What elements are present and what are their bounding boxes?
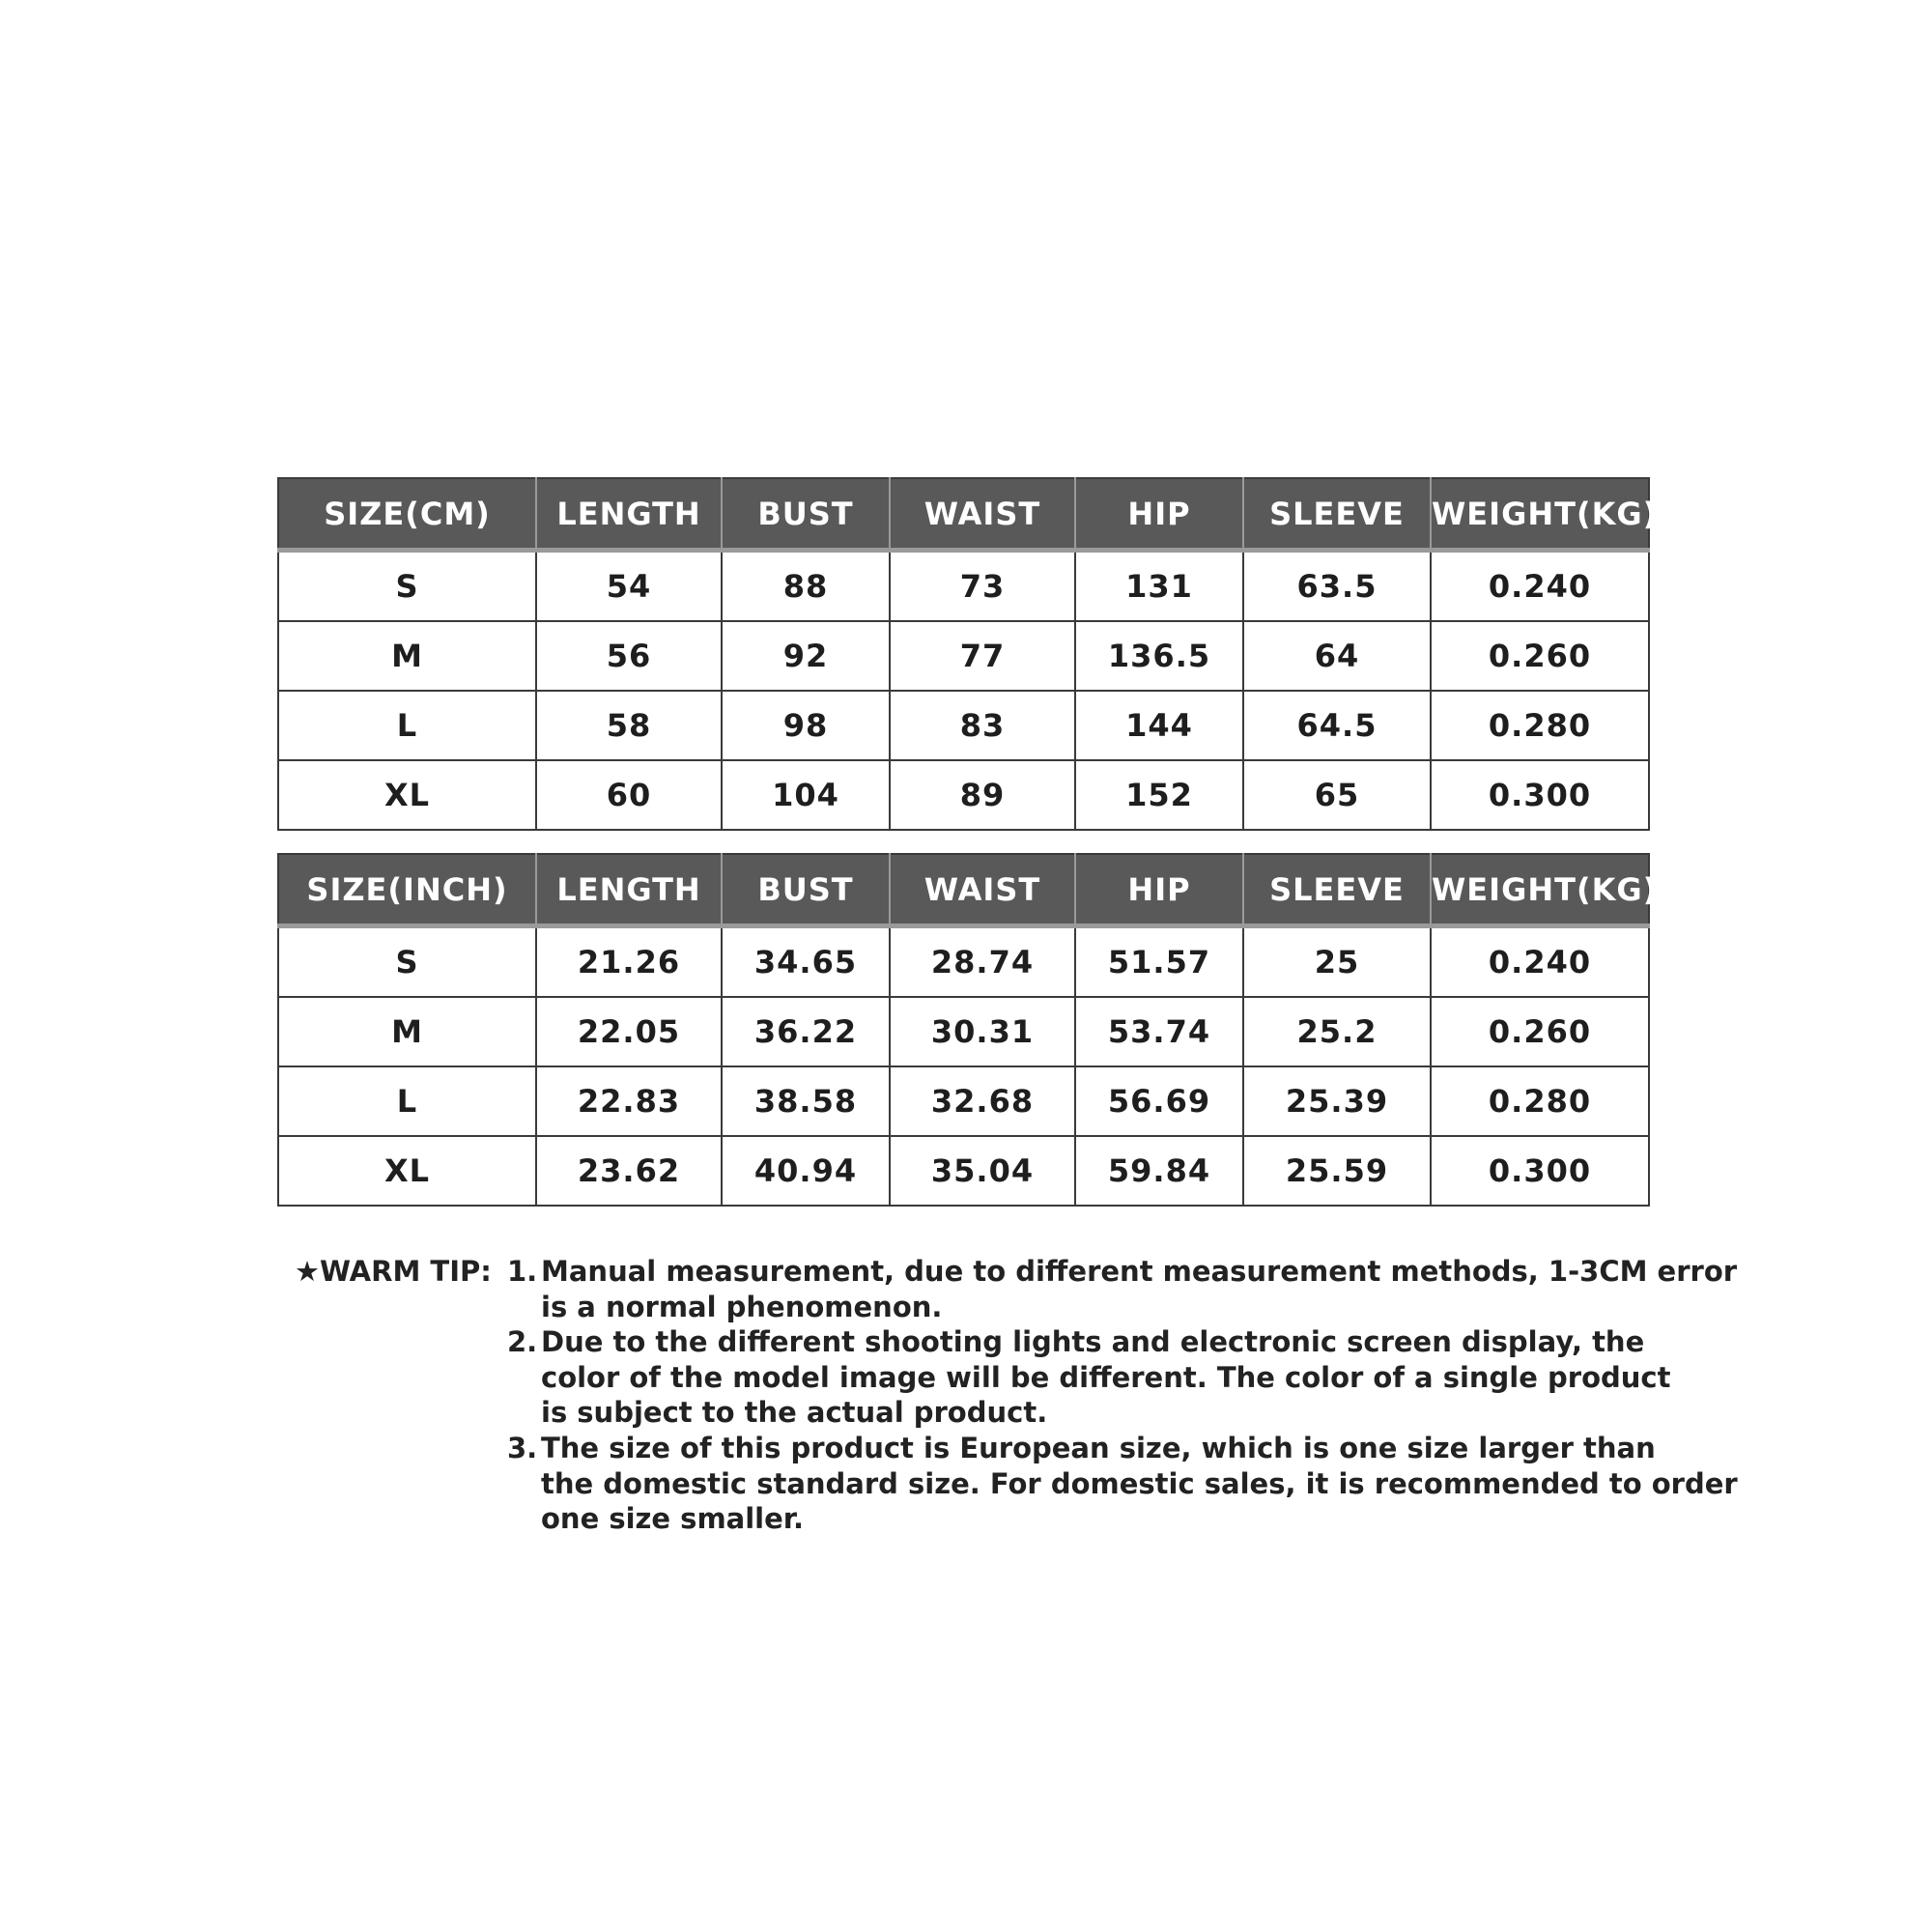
table-cell: 89	[890, 760, 1075, 830]
table-cell: 25.2	[1243, 997, 1431, 1066]
table-row	[278, 621, 1649, 691]
table-cell: 98	[722, 691, 890, 760]
table-cell: 88	[722, 551, 890, 622]
table-cell: XL	[278, 760, 536, 830]
table-cell: 152	[1075, 760, 1243, 830]
column-header: SLEEVE	[1243, 478, 1431, 551]
table-cell: 36.22	[722, 997, 890, 1066]
size-table-inch	[277, 853, 1659, 1207]
table-cell: 35.04	[890, 1136, 1075, 1206]
table-cell: 73	[890, 551, 1075, 622]
warm-tip-line: the domestic standard size. For domestic sales, it is recommended to order	[541, 1466, 1738, 1500]
table-cell: 83	[890, 691, 1075, 760]
table-row	[278, 997, 1649, 1066]
size-table-cm	[277, 477, 1659, 831]
table-cell: 104	[722, 760, 890, 830]
table-cell: 0.280	[1431, 691, 1649, 760]
table-cell: 51.57	[1075, 926, 1243, 998]
table-cell: 0.260	[1431, 997, 1649, 1066]
warm-tip-number: 3.	[507, 1431, 538, 1464]
table-cell: 25.59	[1243, 1136, 1431, 1206]
table-cell: 0.300	[1431, 760, 1649, 830]
table-row	[278, 760, 1649, 830]
table-cell: 38.58	[722, 1066, 890, 1136]
table-cell: 28.74	[890, 926, 1075, 998]
warm-tip-line: is a normal phenomenon.	[541, 1290, 943, 1323]
table-row	[278, 1066, 1649, 1136]
table-cell: 25.39	[1243, 1066, 1431, 1136]
table-cell: 63.5	[1243, 551, 1431, 622]
table-cell: XL	[278, 1136, 536, 1206]
warm-tip-item	[507, 1324, 1705, 1431]
table-cell: S	[278, 551, 536, 622]
table-cell: 56.69	[1075, 1066, 1243, 1136]
table-cell: 144	[1075, 691, 1243, 760]
table-cell: M	[278, 997, 536, 1066]
warm-tip-line: Due to the different shooting lights and electronic screen display, the	[541, 1325, 1645, 1359]
warm-tip-number: 2.	[507, 1325, 538, 1359]
column-header: HIP	[1075, 478, 1243, 551]
column-header: LENGTH	[536, 854, 722, 926]
warm-tip-line: The size of this product is European size, which is one size larger than	[541, 1431, 1656, 1464]
table-cell: 34.65	[722, 926, 890, 998]
table-cell: 131	[1075, 551, 1243, 622]
column-header: SIZE(INCH)	[278, 854, 536, 926]
table-cell: 54	[536, 551, 722, 622]
table-header-row	[278, 478, 1649, 551]
table-row	[278, 691, 1649, 760]
table-cell: 22.05	[536, 997, 722, 1066]
table-cell: 64	[1243, 621, 1431, 691]
table-cell: 0.240	[1431, 551, 1649, 622]
table-cell: 0.260	[1431, 621, 1649, 691]
table-cell: 32.68	[890, 1066, 1075, 1136]
table-row	[278, 926, 1649, 998]
column-header: WEIGHT(KG)	[1431, 478, 1649, 551]
table-cell: 59.84	[1075, 1136, 1243, 1206]
table-cell: 23.62	[536, 1136, 722, 1206]
warm-tip-number: 1.	[507, 1255, 538, 1288]
table-cell: 65	[1243, 760, 1431, 830]
table-header-row	[278, 854, 1649, 926]
column-header: LENGTH	[536, 478, 722, 551]
table-cell: 30.31	[890, 997, 1075, 1066]
table-cell: 136.5	[1075, 621, 1243, 691]
column-header: WAIST	[890, 478, 1075, 551]
warm-tip-item	[507, 1254, 1738, 1324]
warm-tip-list	[507, 1254, 1738, 1537]
table-cell: M	[278, 621, 536, 691]
table-cell: 0.240	[1431, 926, 1649, 998]
table-cell: 56	[536, 621, 722, 691]
table-cell: 64.5	[1243, 691, 1431, 760]
column-header: BUST	[722, 478, 890, 551]
table-cell: 40.94	[722, 1136, 890, 1206]
warm-tip-label: ★WARM TIP:	[295, 1255, 492, 1288]
column-header: WAIST	[890, 854, 1075, 926]
warm-tip-line: one size smaller.	[541, 1502, 804, 1536]
table-cell: 60	[536, 760, 722, 830]
table-row	[278, 1136, 1649, 1206]
column-header: SIZE(CM)	[278, 478, 536, 551]
warm-tip-line: color of the model image will be different. The color of a single product	[541, 1360, 1671, 1394]
table-cell: 0.280	[1431, 1066, 1649, 1136]
column-header: HIP	[1075, 854, 1243, 926]
table-cell: 53.74	[1075, 997, 1243, 1066]
table-cell: 58	[536, 691, 722, 760]
table-cell: 0.300	[1431, 1136, 1649, 1206]
table-cell: 25	[1243, 926, 1431, 998]
table-cell: S	[278, 926, 536, 998]
column-header: BUST	[722, 854, 890, 926]
table-cell: 77	[890, 621, 1075, 691]
warm-tip-item	[507, 1431, 1738, 1537]
table-cell: 92	[722, 621, 890, 691]
warm-tip-line: is subject to the actual product.	[541, 1396, 1048, 1430]
table-cell: L	[278, 691, 536, 760]
table-cell: 21.26	[536, 926, 722, 998]
warm-tip-line: Manual measurement, due to different measurement methods, 1-3CM error	[541, 1255, 1738, 1288]
column-header: SLEEVE	[1243, 854, 1431, 926]
table-cell: 22.83	[536, 1066, 722, 1136]
table-cell: L	[278, 1066, 536, 1136]
table-row	[278, 551, 1649, 622]
column-header: WEIGHT(KG)	[1431, 854, 1649, 926]
